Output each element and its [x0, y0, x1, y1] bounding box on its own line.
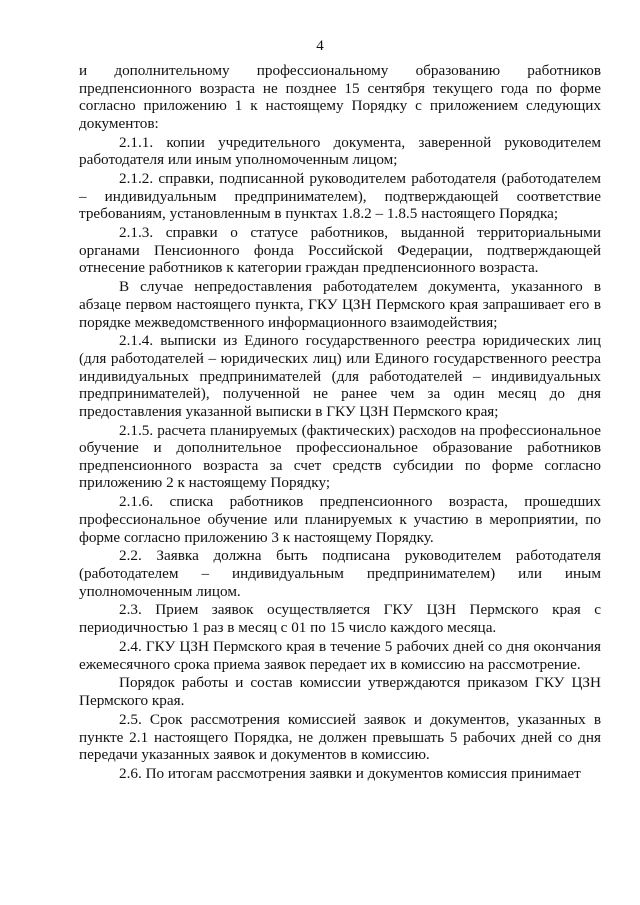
- paragraph-2-1-1: 2.1.1. копии учредительного документа, заверенной руководителем работодателя или иным уполномоченным лицом;: [79, 133, 601, 169]
- paragraph-2-2: 2.2. Заявка должна быть подписана руководителем работодателя (работодателем – индивидуальным предпринимателем) или иным уполномоченным лицом.: [79, 547, 601, 600]
- paragraph-2-5: 2.5. Срок рассмотрения комиссией заявок и документов, указанных в пункте 2.1 настоящего Порядка, не должен превышать 5 рабочих дней со дня передачи указанных заявок и документов в комиссию.: [79, 710, 601, 764]
- paragraph-2-1-5: 2.1.5. расчета планируемых (фактических) расходов на профессиональное обучение и дополнительное профессиональное образование работников предпенсионного возраста за счет средств субсидии по форме согласно приложению 2 к настоящему Порядку;: [79, 421, 601, 492]
- paragraph-2-1-6: 2.1.6. списка работников предпенсионного возраста, прошедших профессиональное обучение или планируемых к участию в мероприятии, по форме согласно приложению 3 к настоящему Порядку.: [79, 493, 601, 546]
- document-body: [79, 62, 601, 784]
- paragraph-2-4: 2.4. ГКУ ЦЗН Пермского края в течение 5 рабочих дней со дня окончания ежемесячного срока приема заявок передает их в комиссию на рассмотрение.: [79, 637, 601, 673]
- paragraph-2-6: 2.6. По итогам рассмотрения заявки и документов комиссия принимает: [119, 765, 581, 783]
- paragraph-2-3: 2.3. Прием заявок осуществляется ГКУ ЦЗН Пермского края с периодичностью 1 раз в месяц с 01 по 15 число каждого месяца.: [79, 601, 601, 637]
- paragraph-commission-order: Порядок работы и состав комиссии утверждаются приказом ГКУ ЦЗН Пермского края.: [79, 674, 601, 710]
- page-number: 4: [316, 38, 324, 54]
- paragraph-continuation: и дополнительному профессиональному образованию работников предпенсионного возраста не позднее 15 сентября текущего года по форме согласно приложению 1 к настоящему Порядку с приложением следующих документов:: [79, 62, 601, 132]
- paragraph-2-1-3: 2.1.3. справки о статусе работников, выданной территориальными органами Пенсионного фонда Российской Федерации, подтверждающей отнесение работников к категории граждан предпенсионного возраста.: [79, 224, 601, 277]
- paragraph-2-1-2: 2.1.2. справки, подписанной руководителем работодателя (работодателем – индивидуальным предпринимателем), подтверждающей соответствие требованиям, установленным в пунктах 1.8.2 – 1.8.5 настоящего Порядка;: [79, 170, 601, 223]
- paragraph-2-1-4: 2.1.4. выписки из Единого государственного реестра юридических лиц (для работодателей – юридических лиц) или Единого государственного реестра индивидуальных предпринимателей (для работодателей – индивидуальных предпринимателей), полученной не ранее чем за один месяц до дня предоставления указанной выписки в ГКУ ЦЗН Пермского края;: [79, 332, 601, 420]
- paragraph-non-submission: В случае непредоставления работодателем документа, указанного в абзаце первом настоящего пункта, ГКУ ЦЗН Пермского края запрашивает его в порядке межведомственного информационного взаимодействия;: [79, 278, 601, 331]
